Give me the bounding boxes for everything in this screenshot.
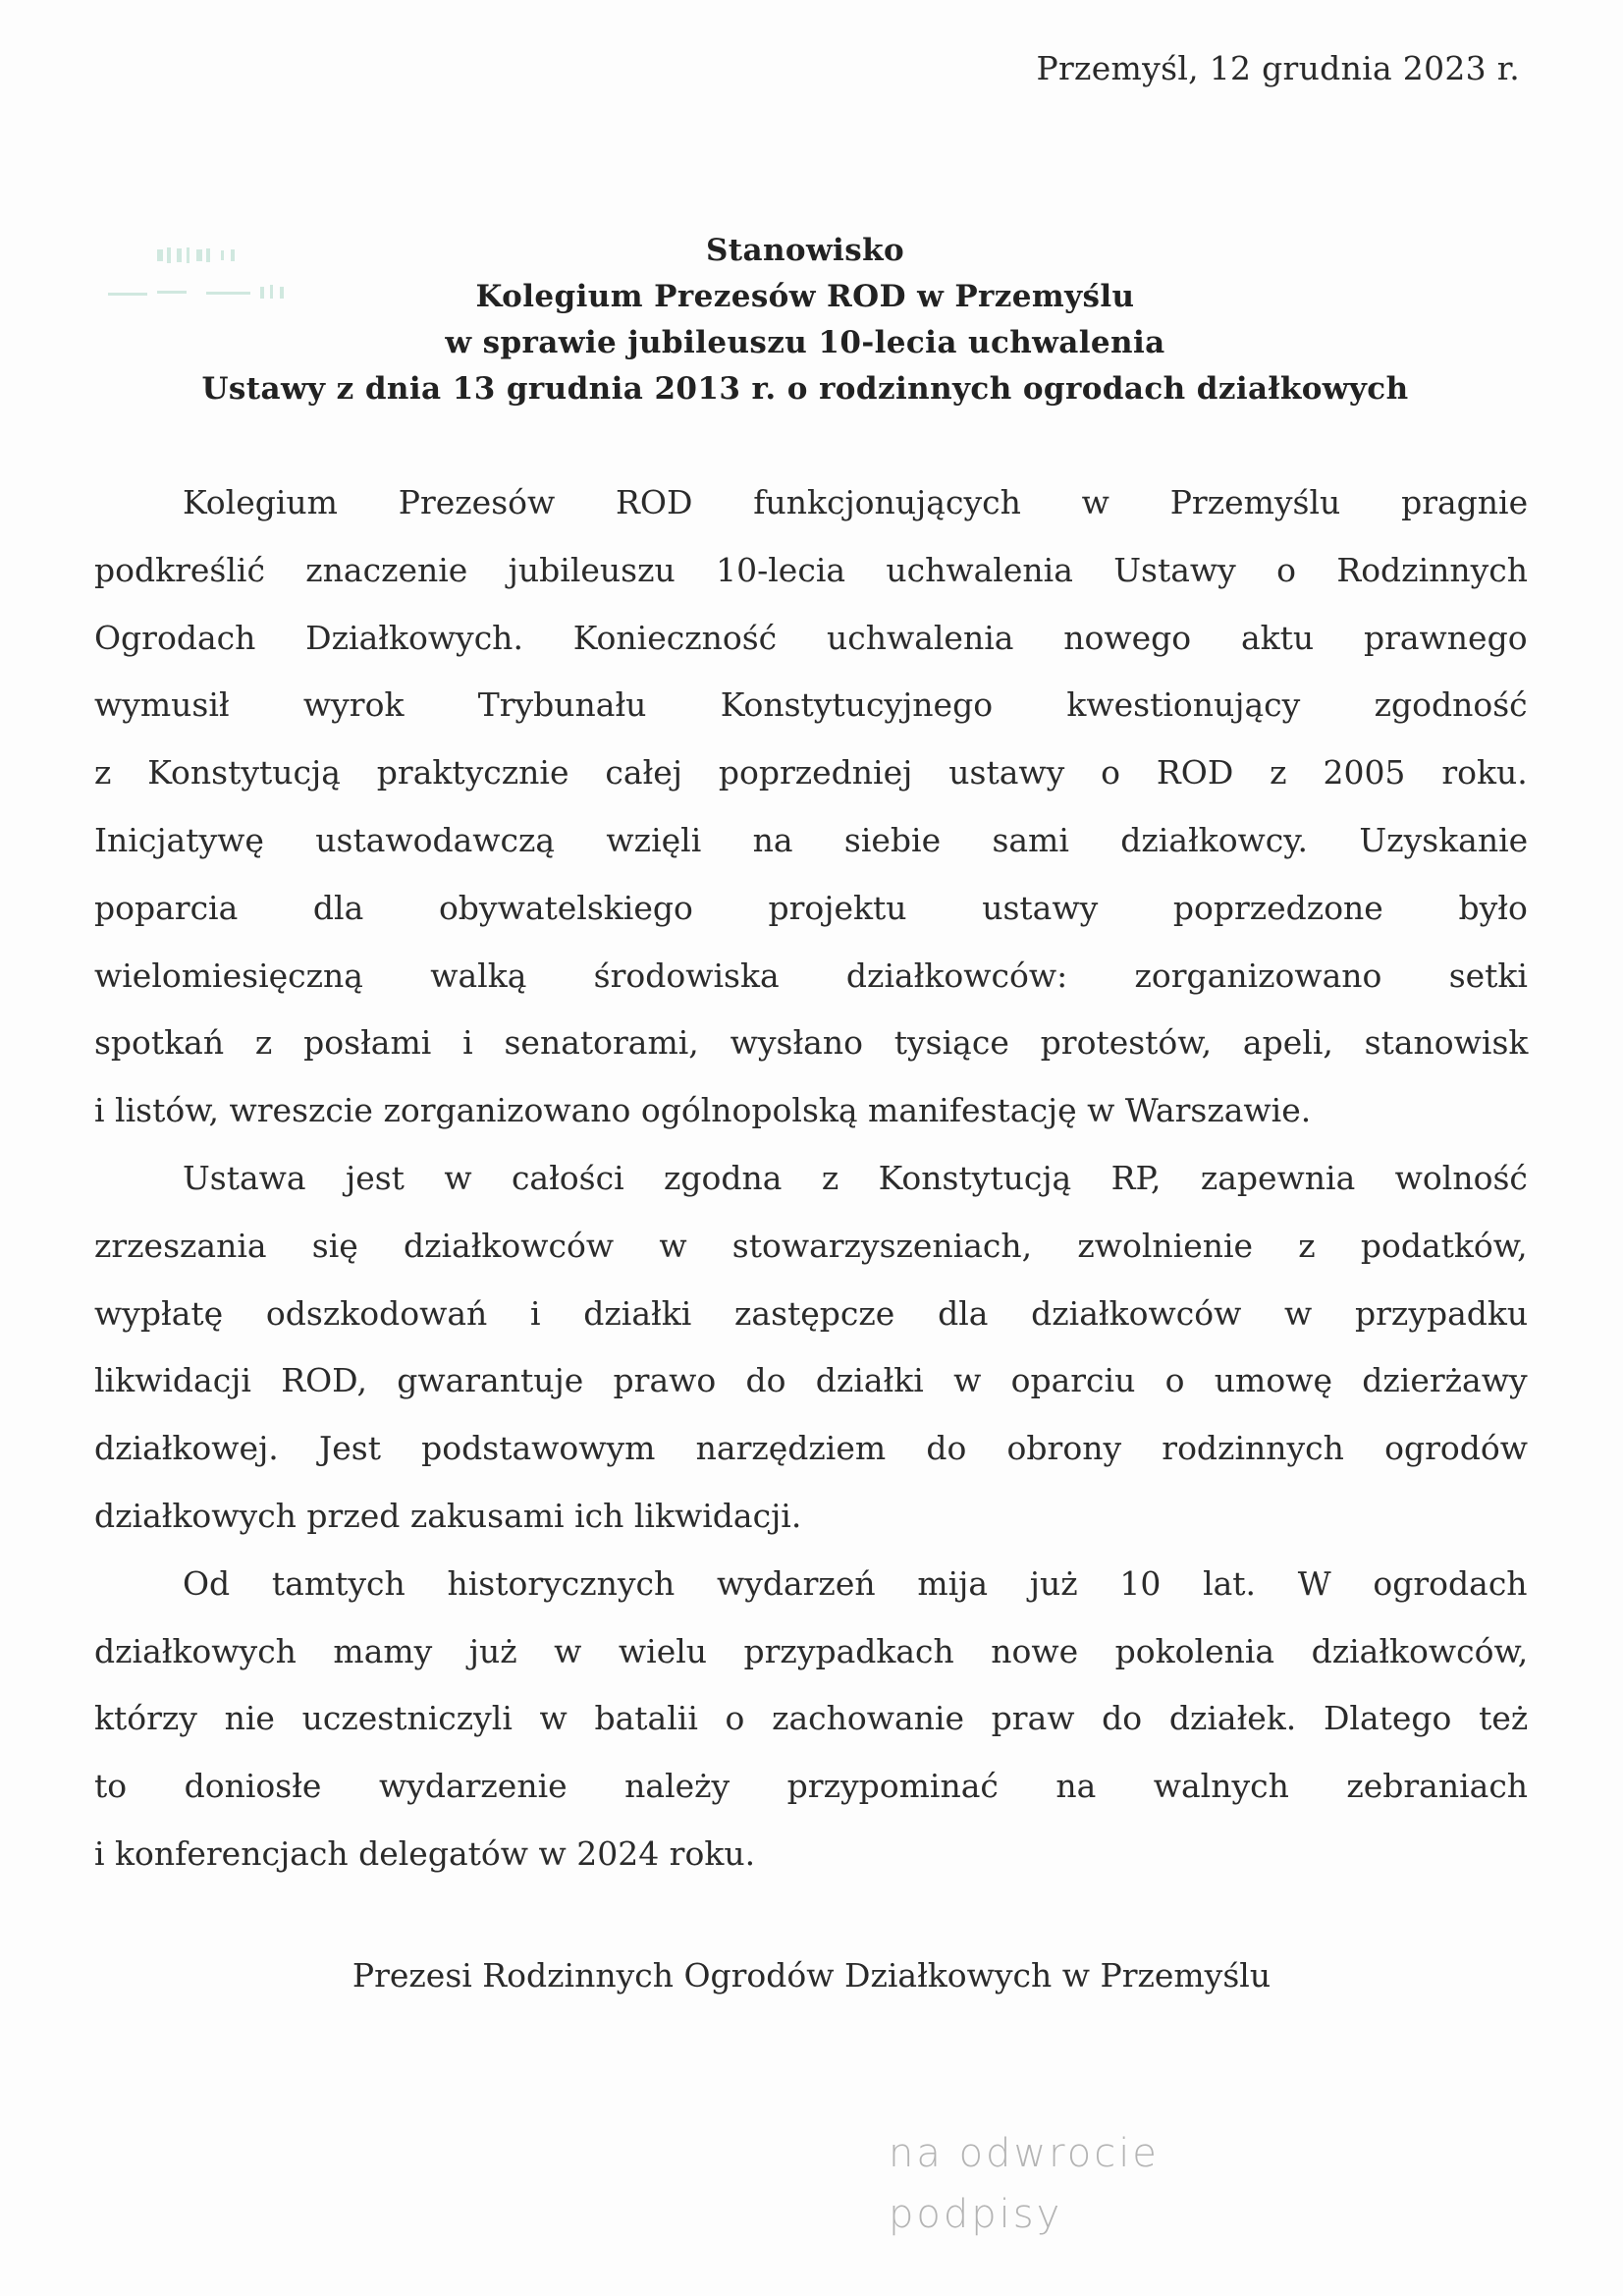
text-line: którzy nie uczestniczyli w batalii o zachowanie praw do działek. Dlatego też (94, 1699, 1529, 1738)
text-line: działkowych mamy już w wielu przypadkach nowe pokolenia działkowców, (94, 1631, 1529, 1670)
paragraph-2 (94, 1145, 1528, 1551)
text-line: poparcia dla obywatelskiego projektu ustawy poprzedzone było (94, 888, 1528, 927)
text-line: Ogrodach Działkowych. Konieczność uchwalenia nowego aktu prawnego (94, 618, 1528, 657)
text-line: Od tamtych historycznych wydarzeń mija już 10 lat. W ogrodach (183, 1563, 1528, 1603)
text-line: zrzeszania się działkowców w stowarzyszeniach, zwolnienie z podatków, (94, 1226, 1528, 1265)
text-line: wypłatę odszkodowań i działki zastępcze dla działkowców w przypadku (94, 1293, 1529, 1333)
document-body (94, 469, 1528, 1888)
title-line: Stanowisko (705, 233, 905, 268)
text-line: likwidacji ROD, gwarantuje prawo do działki w oparciu o umowę dzierżawy (94, 1361, 1528, 1400)
text-line: działkowych przed zakusami ich likwidacji. (94, 1496, 802, 1535)
paragraph-1 (94, 469, 1528, 1145)
text-line: Kolegium Prezesów ROD funkcjonujących w Przemyślu pragnie (183, 483, 1529, 521)
document-title (98, 228, 1512, 412)
text-line: Inicjatywę ustawodawczą wzięli na siebie sami działkowcy. Uzyskanie (94, 820, 1529, 859)
title-line: Ustawy z dnia 13 grudnia 2013 r. o rodzinnych ogrodach działkowych (201, 371, 1409, 407)
title-line: Kolegium Prezesów ROD w Przemyślu (475, 279, 1135, 314)
handwritten-note: na odwrocie podpisy (889, 2131, 1160, 2237)
text-line: i konferencjach delegatów w 2024 roku. (94, 1833, 756, 1873)
text-line: to doniosłe wydarzenie należy przypominać na walnych zebraniach (94, 1767, 1529, 1806)
signature-line: Prezesi Rodzinnych Ogrodów Działkowych w Przemyślu (352, 1956, 1271, 1995)
paragraph-3 (94, 1551, 1528, 1888)
text-line: Ustawa jest w całości zgodna z Konstytucją RP, zapewnia wolność (183, 1158, 1528, 1197)
text-line: wymusił wyrok Trybunału Konstytucyjnego kwestionujący zgodność (94, 685, 1528, 725)
text-line: podkreślić znaczenie jubileuszu 10-lecia uchwalenia Ustawy o Rodzinnych (94, 550, 1529, 589)
text-line: działkowej. Jest podstawowym narzędziem do obrony rodzinnych ogrodów (94, 1429, 1528, 1468)
place-date: Przemyśl, 12 grudnia 2023 r. (1036, 49, 1520, 87)
text-line: z Konstytucją praktycznie całej poprzedniej ustawy o ROD z 2005 roku. (94, 753, 1528, 793)
text-line: spotkań z posłami i senatorami, wysłano tysiące protestów, apeli, stanowisk (94, 1023, 1529, 1063)
text-line: i listów, wreszcie zorganizowano ogólnopolską manifestację w Warszawie. (94, 1091, 1312, 1130)
title-line: w sprawie jubileuszu 10-lecia uchwalenia (445, 325, 1165, 360)
text-line: wielomiesięczną walką środowiska działkowców: zorganizowano setki (94, 956, 1528, 995)
